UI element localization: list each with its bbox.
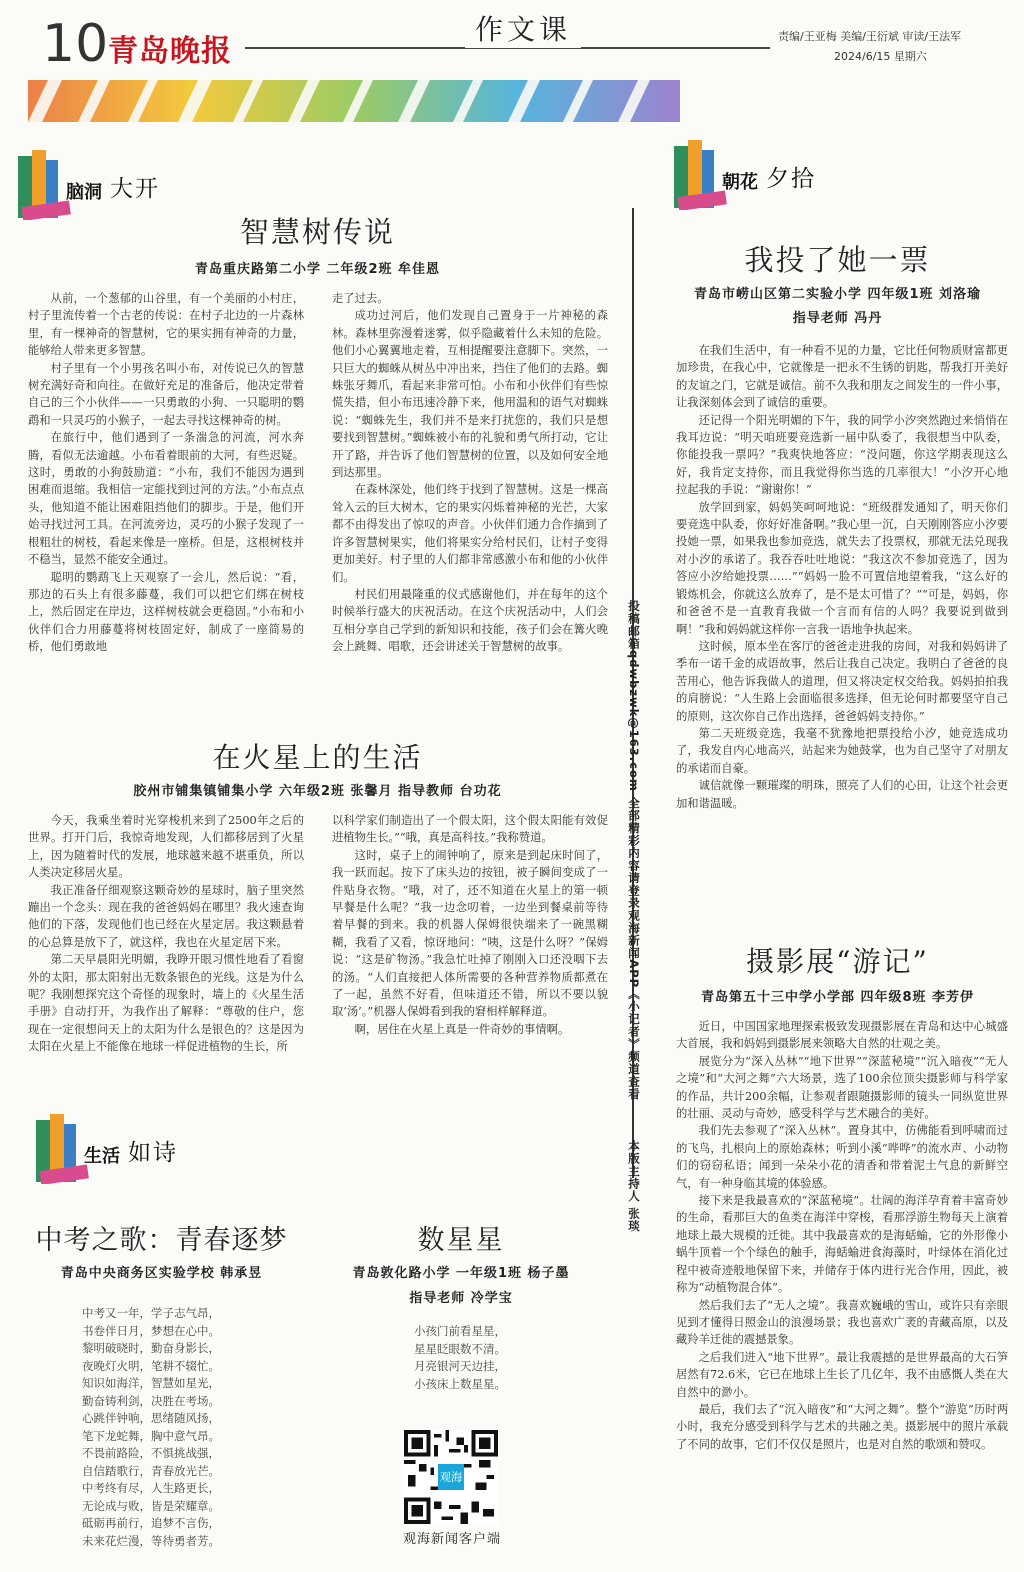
- poem-line: 小孩门前看星星，: [414, 1324, 506, 1338]
- poem-line: 未来花烂漫，等待勇者芳。: [82, 1533, 220, 1548]
- poem-line: 书卷伴日月，梦想在心中。: [82, 1323, 220, 1338]
- poem-line: 心跳伴钟响，思绪随风扬，: [82, 1411, 220, 1425]
- poem-line: 月亮银河天边挂，: [414, 1359, 506, 1373]
- column-logo-morning: [670, 138, 870, 218]
- paragraph: 近日，中国国家地理探索极致发现摄影展在青岛和达中心城盛大首展，我和妈妈到摄影展来领略大自然的壮观之美。: [676, 1020, 1008, 1051]
- paragraph: 聪明的鹦鹉飞上天观察了一会儿，然后说：“看，那边的石头上有很多藤蔓，我们可以把它们绑在树枝上，然后固定在岸边，这样树枝就会更稳固。”小布和小伙伴们合力用藤蔓将树枝固定好，制成了一座简易的桥，他们勇敢地: [28, 570, 304, 654]
- editor-credits: 责编/王亚梅 美编/王衍斌 审读/王法军: [778, 30, 962, 43]
- article-body-col-1: [28, 812, 304, 1056]
- paragraph: 接下来是我最喜欢的“深蓝秘境”。壮阔的海洋孕育着丰富奇妙的生命，看那巨大的鱼类在海洋中穿梭，看那浮游生物每天上演着地球上最大规模的迁徙。其中我最喜欢的是海蛞蝓，它的外形像小蜗牛顶着一个个绿色的触手，海蛞蝓进食海藻时，叶绿体在消化过程中被奇迹般地保留下来，并储存于体内进行光合作用，因此，被称为“动植物混合体”。: [676, 1194, 1008, 1295]
- column-logo-poetry: [32, 1112, 232, 1192]
- decorative-brush-banner: [28, 80, 680, 122]
- poem-body: [414, 1323, 506, 1393]
- poem-line: 星星眨眼数不清。: [414, 1341, 506, 1356]
- paragraph: 第二天班级竞选，我毫不犹豫地把票投给小汐，她竞选成功了，我发自内心地高兴，站起来为她鼓掌，也为自己坚守了对朋友的承诺而自豪。: [676, 726, 1008, 775]
- paragraph: 展览分为“深入丛林”“地下世界”“深蓝秘境”“沉入暗夜”“无人之境”和“大河之舞”六大场景，选了100余位顶尖摄影师与科学家的作品，共计200余幅，让参观者跟随摄影师的镜头一同纵览世界的壮丽、灵动与奇妙，感受科学与艺术融合的美好。: [676, 1054, 1008, 1121]
- article-body-col-2: [332, 290, 608, 656]
- qr-badge-text: 观海: [439, 1471, 463, 1485]
- paragraph: 最后，我们去了“沉入暗夜”和“大河之舞”。整个“游览”历时两小时，我充分感受到科学与艺术的共融之美。摄影展中的照片承载了不同的故事，它们不仅仅是照片，也是对自然的歌颂和赞叹。: [676, 1402, 1008, 1451]
- article-byline: 青岛敦化路小学 一年级1班 杨子墨: [352, 1266, 570, 1281]
- column-label-b: 夕拾: [766, 166, 816, 192]
- column-label-a: 脑洞: [66, 182, 102, 203]
- article-byline: 青岛中央商务区实验学校 韩承昱: [60, 1266, 263, 1281]
- poem-line: 不畏前路险，不惧挑战强，: [82, 1446, 220, 1460]
- newspaper-logo: 青岛晚报: [108, 34, 232, 69]
- paragraph: 村子里有一个小男孩名叫小布，对传说已久的智慧树充满好奇和向往。在做好充足的准备后，他决定带着自己的三个小伙伴——一只勇敢的小狗、一只聪明的鹦鹉和一只灵巧的小猴子，一起去寻找这棵神奇的树。: [28, 361, 304, 427]
- page-number: 10: [42, 14, 109, 74]
- paragraph: 村民们用最隆重的仪式感谢他们，并在每年的这个时候举行盛大的庆祝活动。在这个庆祝活动中，人们会互相分享自己学到的新知识和技能，孩子们会在篝火晚会上跳舞、唱歌，还会讲述关于智慧树的故事。: [332, 587, 608, 654]
- article-title: 我投了她一票: [744, 243, 931, 277]
- paragraph: 这时，桌子上的闹钟响了，原来是到起床时间了，我一跃而起。按下了床头边的按钮，被子瞬间变成了一件贴身衣物。“哦，对了，还不知道在火星上的第一顿早餐是什么呢？”我一边念叨着，一边坐到餐桌前等待着早餐的到来。我的机器人保姆很快端来了一碗黑糊糊，我看了又看，惊讶地问：“咦，这是什么呀？”保姆说：“这是矿物汤。”我急忙吐掉了刚刚入口还没咽下去的汤。“人们直接把人体所需要的各种营养物质都煮在了一起，虽然不好看，但味道还不错，所以不要以貌取‘汤’。”机器人保姆看到我的窘相样解释道。: [332, 848, 608, 1019]
- article-title: 数星星: [417, 1225, 505, 1256]
- column-label-b: 大开: [110, 176, 160, 202]
- poem-line: 夜晚灯火明，笔耕不辍忙。: [82, 1358, 220, 1373]
- article-byline: 青岛第五十三中学小学部 四年级8班 李芳伊: [700, 990, 975, 1005]
- paragraph: 从前，一个葱郁的山谷里，有一个美丽的小村庄，村子里流传着一个古老的传说：在村子北边的一片森林里，有一棵神奇的智慧树，它的果实拥有神奇的力量，能够给人带来更多智慧。: [28, 292, 304, 358]
- poem-body: [82, 1305, 220, 1550]
- column-label-b: 如诗: [128, 1140, 178, 1166]
- article-byline: 青岛市崂山区第二实验小学 四年级1班 刘洛瑜: [693, 287, 982, 302]
- article-body: [676, 1018, 1008, 1453]
- paragraph: 走了过去。: [332, 292, 389, 305]
- column-label-a: 生活: [84, 1146, 120, 1167]
- paragraph: 第二天早晨阳光明媚，我睁开眼习惯性地看了看窗外的太阳，那太阳射出无数条银色的光线。这是为什么呢？我刚想探究这个奇怪的现象时，墙上的《火星生活手册》自动打开，为我作出了解释：“尊敬的住户，您现在一定很想问天上的太阳为什么是银色的？这是因为太阳在火星上不能像在地球一样促进植物的生长，所: [28, 953, 304, 1054]
- paragraph: 诚信就像一颗璀璨的明珠，照亮了人们的心田，让这个社会更加和谐温暖。: [676, 779, 1008, 810]
- qr-code[interactable]: [404, 1430, 498, 1524]
- paragraph: 之后我们进入“地下世界”。最让我震撼的是世界最高的大石笋居然有72.6米，它已在地球上生长了几亿年，我不由感慨人类在大自然中的渺小。: [676, 1350, 1008, 1399]
- article-title: 智慧树传说: [239, 215, 395, 249]
- poem-line: 中考终有尽，人生路更长，: [82, 1481, 220, 1495]
- paragraph: 这时候，原本坐在客厅的爸爸走进我的房间，对我和妈妈讲了季布一诺千金的成语故事，然后让我自己决定。我明白了爸爸的良苦用心，他告诉我做人的道理，但又将决定权交给我。妈妈拍拍我的肩膀说：“人生路上会面临很多选择，但无论何时都要坚守自己的原则，这次你自己作出选择，爸爸妈妈支持你。”: [676, 639, 1008, 723]
- paragraph: 然后我们去了“无人之境”。我喜欢巍峨的雪山，或许只有亲眼见到才懂得日照金山的浪漫场景；我也喜欢广袤的青藏高原，以及藏羚羊迁徙的震撼景象。: [676, 1298, 1008, 1347]
- article-advisor: 指导老师 冯丹: [792, 311, 883, 326]
- paragraph: 在我们生活中，有一种看不见的力量，它比任何物质财富都更加珍贵，在我心中，它就像是一把永不生锈的钥匙，帮我打开美好的友谊之门，它就是诚信。前不久我和朋友之间发生的一件小事，让我深刻体会到了诚信的重要。: [676, 344, 1008, 410]
- article-title: 摄影展“游记”: [746, 945, 929, 978]
- poem-line: 笔下龙蛇舞，胸中意气昂。: [82, 1428, 220, 1443]
- poem-line: 中考又一年，学子志气昂，: [82, 1306, 220, 1320]
- article-title: 在火星上的生活: [212, 741, 423, 774]
- poem-line: 砥砺再前行，追梦不言伤，: [82, 1516, 220, 1530]
- books-icon: [670, 138, 730, 210]
- paragraph: 在森林深处，他们终于找到了智慧树。这是一棵高耸入云的巨大树木，它的果实闪烁着神秘的光芒，大家都不由得发出了惊叹的声音。小伙伴们通力合作摘到了许多智慧树果实，他们将果实分给村民们，让村子变得更加美好。村子里的人们都非常感激小布和他的小伙伴们。: [332, 483, 608, 584]
- article-byline: 胶州市铺集镇铺集小学 六年级2班 张馨月 指导教师 台功花: [133, 784, 502, 799]
- paragraph: 还记得一个阳光明媚的下午，我的同学小汐突然跑过来悄悄在我耳边说：“明天咱班要竞选新一届中队委了，我很想当中队委，你能投我一票吗？”我爽快地答应：“没问题，你这学期表现这么好，我肯定支持你，而且我觉得你当选的几率很大！”小汐开心地拉起我的手说：“谢谢你！”: [676, 413, 1008, 497]
- host-credit: 本版主持人 张琰: [627, 1140, 641, 1233]
- paragraph: 以科学家们制造出了一个假太阳，这个假太阳能有效促进植物生长。”“哦，真是高科技。”我称赞道。: [332, 814, 608, 845]
- issue-date: 2024/6/15 星期六: [834, 50, 927, 63]
- column-label-a: 朝花: [722, 172, 758, 193]
- article-byline: 青岛重庆路第二小学 二年级2班 牟佳恩: [194, 262, 441, 277]
- submission-notice: 投稿邮箱qdwbzwk@163.com 全部精彩内容请登录观海新闻APP《小记者》频道查看: [627, 600, 641, 1101]
- paragraph: 我们先去参观了“深入丛林”。置身其中，仿佛能看到呼啸而过的飞鸟，扎根向上的原始森林；听到小溪“哗哗”的流水声、小动物们的窃窃私语；闻到一朵朵小花的清香和带着泥土气息的新鲜空气，有一种身临其境的体验感。: [676, 1124, 1008, 1190]
- paragraph: 在旅行中，他们遇到了一条湍急的河流，河水奔腾，看似无法逾越。小布看着眼前的大河，有些迟疑。这时，勇敢的小狗鼓励道：“小布，我们不能因为遇到困难而退缩。我相信一定能找到过河的方法。”小布点点头，他知道不能让困难阻挡他们的脚步。于是，他们开始寻找过河工具。在河流旁边，灵巧的小猴子发现了一根粗壮的树枝，看起来像是一座桥。但是，这根树枝并不稳当，显然不能安全通过。: [28, 431, 304, 567]
- paragraph: 今天，我乘坐着时光穿梭机来到了2500年之后的世界。打开门后，我惊奇地发现，人们都移居到了火星上，因为随着时代的发展，地球越来越不堪重负，所以人类决定移居火星。: [28, 814, 304, 880]
- poem-line: 知识如海洋，智慧如星光，: [82, 1376, 220, 1390]
- qr-caption: 观海新闻客户端: [402, 1532, 501, 1547]
- article-advisor: 指导老师 冷学宝: [409, 1291, 513, 1306]
- poem-line: 黎明破晓时，勤奋身影长，: [82, 1341, 220, 1355]
- article-title: 中考之歌：青春逐梦: [35, 1225, 288, 1256]
- poem-line: 自信踏歌行，青春放光芒。: [82, 1463, 220, 1478]
- poem-line: 小孩床上数星星。: [414, 1376, 506, 1391]
- books-icon: [32, 1112, 92, 1184]
- paragraph: 啊，居住在火星上真是一件奇妙的事情啊。: [354, 1022, 570, 1036]
- poem-line: 无论成与败，皆是荣耀章。: [82, 1498, 220, 1513]
- article-body-col-1: [28, 290, 304, 656]
- section-title: 作文课: [465, 8, 581, 48]
- article-body: [676, 342, 1008, 812]
- paragraph: 成功过河后，他们发现自己置身于一片神秘的森林。森林里弥漫着迷雾，似乎隐藏着什么未知的危险。他们小心翼翼地走着，互相提醒要注意脚下。突然，一只巨大的蜘蛛从树丛中冲出来，挡住了他们的去路。蜘蛛张牙舞爪，看起来非常可怕。小布和小伙伴们有些惊慌失措，但小布迅速冷静下来，他用温和的语气对蜘蛛说：“蜘蛛先生，我们并不是来打扰您的，我们只是想要找到智慧树。”蜘蛛被小布的礼貌和勇气所打动，它让开了路，并告诉了他们智慧树的位置，以及如何安全地到达那里。: [332, 309, 608, 480]
- paragraph: 放学回到家，妈妈笑呵呵地说：“班级群发通知了，明天你们要竞选中队委，你好好准备啊。”我心里一沉，白天刚刚答应小汐要投她一票，如果我也参加竞选，就失去了投票权，那就无法兑现我对小汐的承诺了。我吞吞吐吐地说：“我这次不参加竞选了，因为答应小汐给她投票……”“妈妈一脸不可置信地望着我，“这么好的锻炼机会，你就这么放弃了，是不是太可惜了？”“可是，妈妈，你和爸爸不是一直教育我做一个言而有信的人吗？我要说到做到啊！”我和妈妈就这样你一言我一语地争执起来。: [676, 500, 1008, 636]
- article-body-col-2: [332, 812, 608, 1038]
- paragraph: 我正准备仔细观察这颗奇妙的星球时，脑子里突然蹦出一个念头：现在我的爸爸妈妈在哪里？我火速查询他们的下落，发现他们也已经在火星定居。我这颗悬着的心总算是放下了，就这样，我也在火星定居下来。: [28, 883, 304, 949]
- poem-line: 勤奋铸利剑，决胜在考场。: [82, 1393, 220, 1408]
